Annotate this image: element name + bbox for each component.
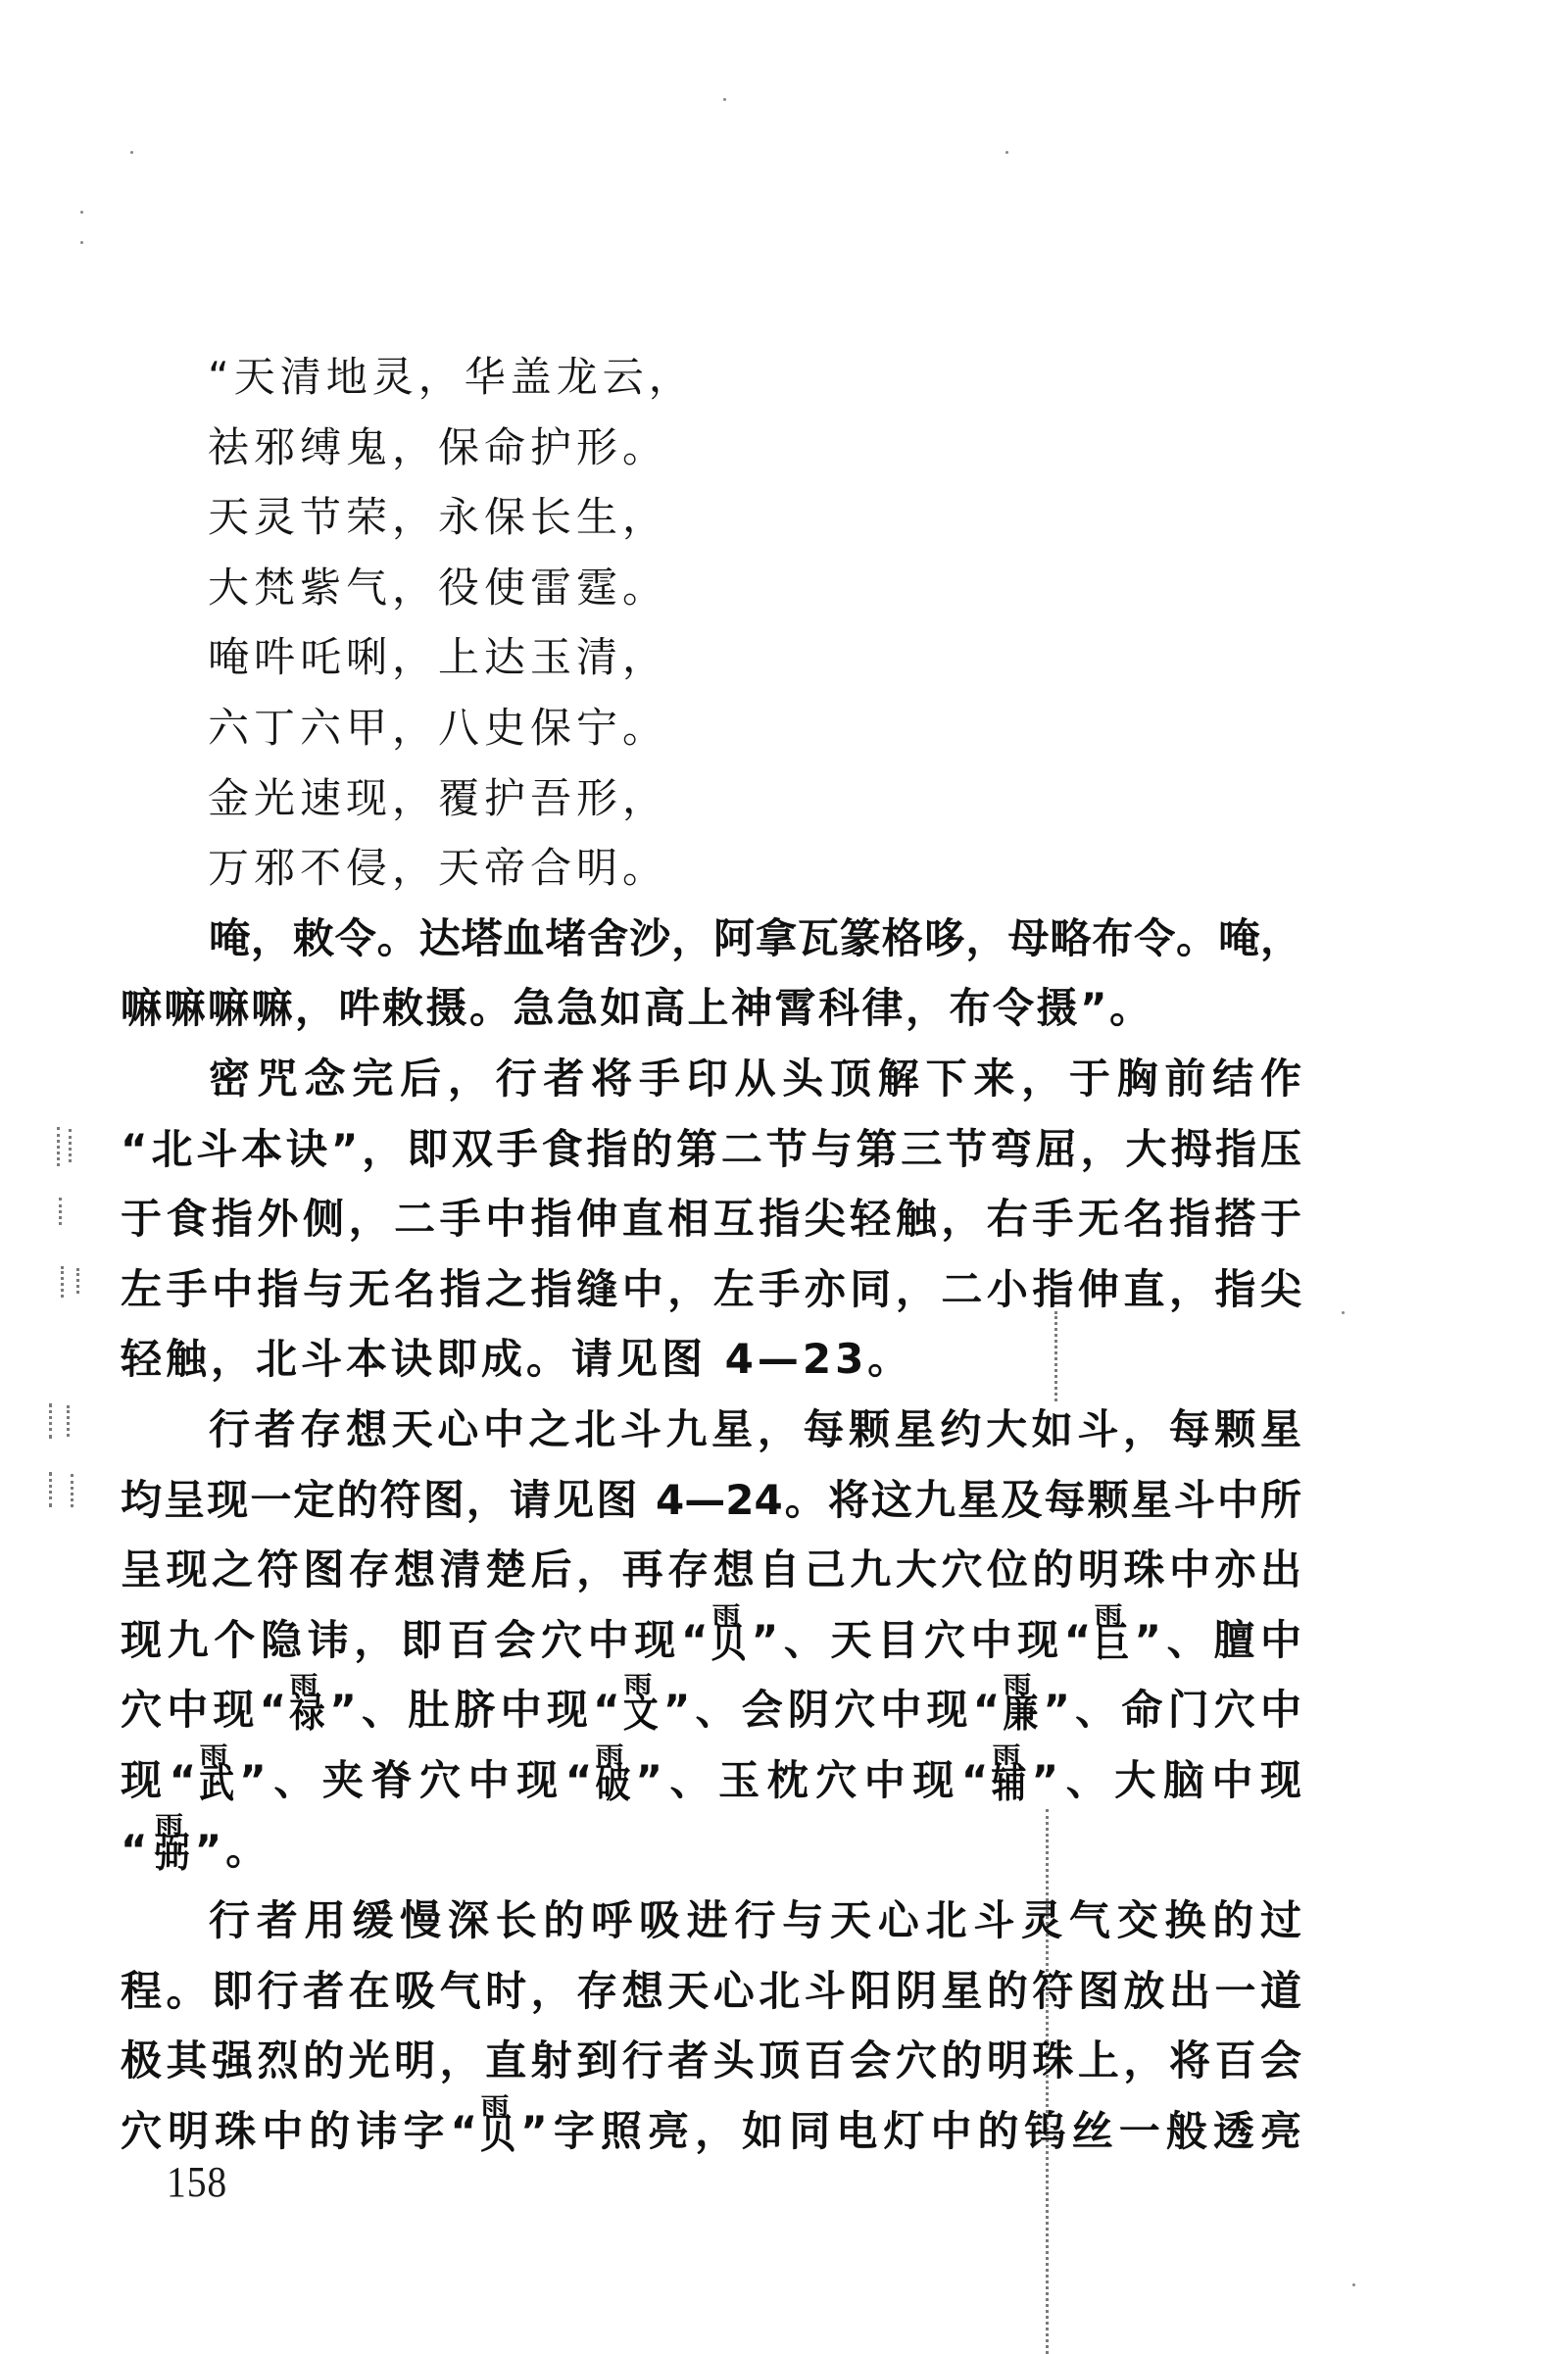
glyph-base: 辅 bbox=[991, 1760, 1027, 1807]
talisman-glyph-icon bbox=[989, 1741, 1032, 1807]
text-line: 于食指外侧，二手中指伸直相互指尖轻触，右手无名指搭于 bbox=[121, 1195, 1301, 1244]
scan-artifact bbox=[69, 1129, 72, 1162]
text-segment: 穴中现“ bbox=[121, 1686, 287, 1735]
text-segment: ”、命门穴中 bbox=[1043, 1686, 1301, 1735]
text-segment: ”。 bbox=[194, 1826, 271, 1875]
verse-line: 天灵节荣，永保长生， bbox=[208, 493, 669, 542]
text-line: 嘛嘛嘛嘛，吽敕摄。急急如高上神霄科律，布令摄”。 bbox=[121, 984, 1153, 1033]
text-segment: 现九个隐讳，即百会穴中现“ bbox=[121, 1615, 709, 1664]
text-line: “北斗本诀”，即双手食指的第二节与第三节弯屈，大拇指压 bbox=[121, 1124, 1301, 1173]
scan-artifact bbox=[49, 1472, 52, 1507]
text-line bbox=[121, 1811, 1301, 1886]
text-segment: ”、会阴穴中现“ bbox=[662, 1686, 1001, 1735]
talisman-glyph-icon bbox=[592, 1741, 635, 1807]
talisman-glyph-icon bbox=[1091, 1600, 1134, 1667]
glyph-base: 武 bbox=[199, 1760, 235, 1807]
text-segment: 现“ bbox=[121, 1755, 197, 1804]
text-segment: ”、玉枕穴中现“ bbox=[635, 1755, 989, 1804]
paragraph-nine-stars bbox=[121, 1395, 1301, 1886]
talisman-glyph-icon bbox=[620, 1671, 663, 1738]
talisman-glyph-icon bbox=[477, 2091, 520, 2158]
text-line bbox=[121, 1741, 1301, 1816]
text-line: 均呈现一定的符图，请见图 4—24。将这九星及每颗星斗中所 bbox=[121, 1475, 1301, 1524]
verse-line: 六丁六甲，八史保宁。 bbox=[208, 703, 669, 752]
glyph-base: 廉 bbox=[1003, 1691, 1039, 1738]
talisman-glyph-icon bbox=[196, 1741, 239, 1807]
talisman-glyph-icon bbox=[709, 1600, 752, 1667]
glyph-top: 雨 bbox=[623, 1671, 653, 1699]
incantation-verses bbox=[121, 342, 1301, 904]
scan-speck bbox=[80, 211, 83, 214]
text-line: 程。即行者在吸气时，存想天心北斗阳阴星的符图放出一道 bbox=[121, 1966, 1301, 2015]
verse-line: “天清地灵，华盖龙云， bbox=[208, 353, 695, 401]
glyph-base: 弼 bbox=[154, 1831, 194, 1878]
scan-artifact bbox=[71, 1474, 74, 1507]
glyph-top: 雨 bbox=[199, 1741, 228, 1769]
glyph-top: 雨 bbox=[992, 1741, 1020, 1769]
page-body bbox=[121, 342, 1301, 2166]
glyph-top: 雨 bbox=[1095, 1600, 1123, 1629]
text-segment: ”、天目穴中现“ bbox=[751, 1615, 1092, 1664]
glyph-top: 雨 bbox=[595, 1741, 624, 1769]
scan-artifact bbox=[49, 1403, 52, 1439]
scan-speck bbox=[1005, 151, 1008, 154]
text-line bbox=[121, 2091, 1301, 2167]
scan-speck bbox=[723, 98, 726, 101]
text-line: 呈现之符图存想清楚后，再存想自己九大穴位的明珠中亦出 bbox=[121, 1545, 1301, 1594]
glyph-base: 禄 bbox=[289, 1691, 325, 1738]
text-segment: “ bbox=[121, 1826, 152, 1875]
text-line: 左手中指与无名指之指缝中，左手亦同，二小指伸直，指尖 bbox=[121, 1264, 1301, 1313]
text-segment: ”、夹脊穴中现“ bbox=[239, 1755, 593, 1804]
verse-line: 万邪不侵，天帝合明。 bbox=[208, 844, 669, 893]
scan-speck bbox=[80, 241, 83, 244]
glyph-base: 巨 bbox=[1094, 1620, 1130, 1667]
text-segment: 穴明珠中的讳字“ bbox=[121, 2106, 478, 2155]
text-line: 轻触，北斗本诀即成。请见图 4—23。 bbox=[121, 1335, 913, 1384]
verse-line: 唵吽吒唎，上达玉清， bbox=[208, 633, 669, 682]
text-line: 行者用缓慢深长的呼吸进行与天心北斗灵气交换的过 bbox=[209, 1896, 1301, 1945]
glyph-top: 雨 bbox=[289, 1671, 318, 1699]
scan-artifact bbox=[59, 1198, 62, 1225]
text-segment: ”、大脑中现 bbox=[1031, 1755, 1301, 1804]
text-line: 极其强烈的光明，直射到行者头顶百会穴的明珠上，将百会 bbox=[121, 2036, 1301, 2085]
talisman-glyph-icon bbox=[1000, 1671, 1043, 1738]
glyph-top: 雨 bbox=[711, 1600, 740, 1629]
text-segment: ”、膻中 bbox=[1134, 1615, 1301, 1664]
text-line: 密咒念完后，行者将手印从头顶解下来，于胸前结作 bbox=[209, 1054, 1301, 1103]
text-line bbox=[121, 1600, 1301, 1676]
text-line: 行者存想天心中之北斗九星，每颗星约大如斗，每颗星 bbox=[209, 1404, 1301, 1453]
glyph-top: 雨 bbox=[154, 1811, 188, 1839]
scan-artifact bbox=[61, 1266, 64, 1298]
scan-speck bbox=[1342, 1311, 1345, 1314]
text-segment: ”字照亮，如同电灯中的钨丝一般透亮 bbox=[520, 2106, 1301, 2155]
glyph-base: 贝 bbox=[480, 2111, 516, 2158]
scan-artifact bbox=[67, 1405, 70, 1437]
glyph-base: 贝 bbox=[710, 1620, 747, 1667]
glyph-top: 雨 bbox=[480, 2091, 510, 2120]
text-line: 唵，敕令。达塔血堵舍沙，阿拿瓦篆格哆，母略布令。唵， bbox=[209, 913, 1301, 962]
verse-line: 金光速现，覆护吾形， bbox=[208, 773, 669, 822]
paragraph-breathing-exchange bbox=[121, 1886, 1301, 2166]
text-segment: ”、肚脐中现“ bbox=[329, 1686, 620, 1735]
talisman-glyph-icon bbox=[286, 1671, 329, 1738]
text-line bbox=[121, 1671, 1301, 1745]
mantra-paragraph bbox=[121, 904, 1301, 1044]
scan-artifact bbox=[57, 1127, 60, 1166]
verse-line: 大梵紫气，役使雷霆。 bbox=[208, 563, 669, 612]
verse-line: 祛邪缚鬼，保命护形。 bbox=[208, 422, 669, 471]
scan-speck bbox=[130, 151, 133, 154]
paragraph-beidou-hand-seal bbox=[121, 1044, 1301, 1395]
scan-speck bbox=[1352, 2283, 1355, 2286]
scan-artifact bbox=[76, 1268, 79, 1294]
glyph-base: 文 bbox=[622, 1691, 659, 1738]
glyph-base: 破 bbox=[595, 1760, 631, 1807]
talisman-glyph-icon bbox=[152, 1811, 195, 1878]
glyph-top: 雨 bbox=[1003, 1671, 1032, 1699]
page-number: 158 bbox=[167, 2158, 228, 2206]
